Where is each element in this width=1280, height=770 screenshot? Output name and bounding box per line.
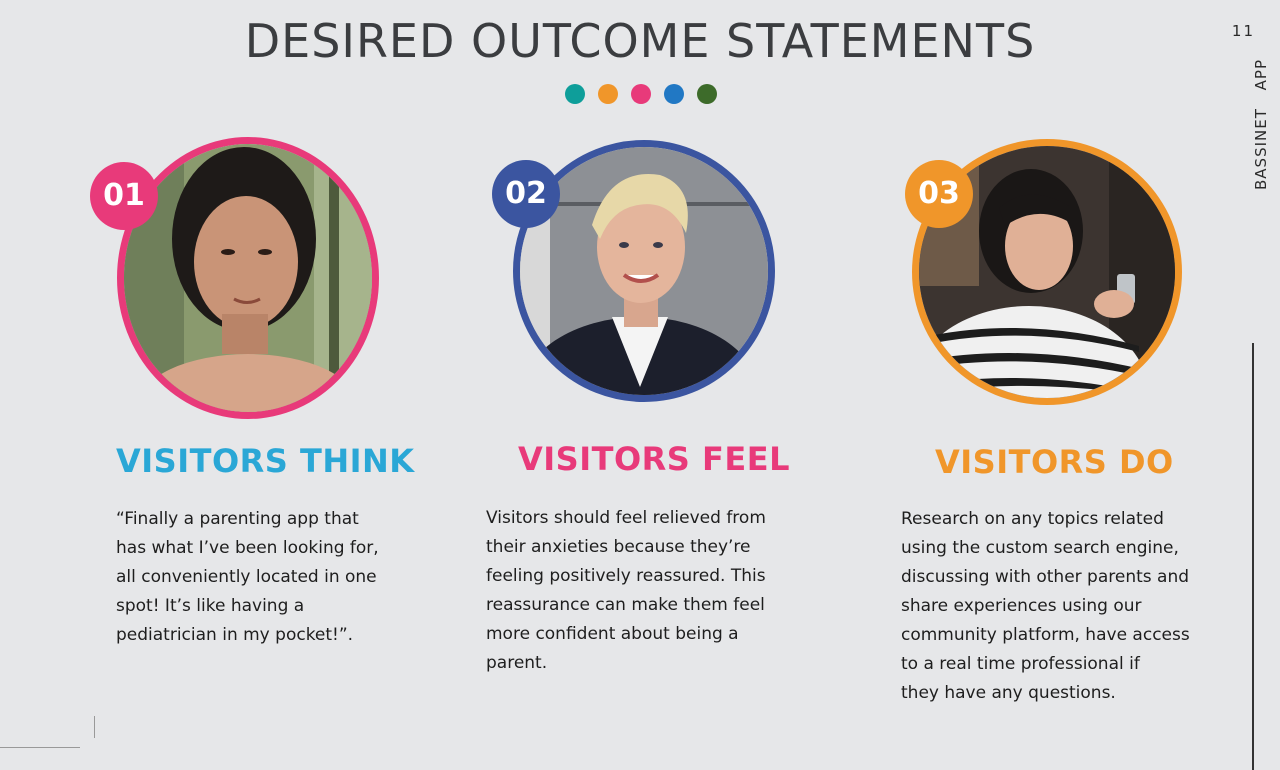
- body-line: feeling positively reassured. This: [486, 566, 766, 586]
- divider-line: [0, 747, 80, 748]
- divider-line: [94, 716, 95, 738]
- color-dot: [697, 84, 717, 104]
- page-number: 11: [1231, 22, 1255, 40]
- body-line: “Finally a parenting app that: [116, 509, 359, 529]
- card-heading-do: VISITORS DO: [935, 443, 1174, 481]
- body-line: pediatrician in my pocket!”.: [116, 625, 354, 645]
- body-line: to a real time professional if: [901, 654, 1140, 674]
- color-dot: [664, 84, 684, 104]
- color-dot: [565, 84, 585, 104]
- step-badge-03: 03: [905, 160, 973, 228]
- color-dots: [565, 84, 717, 104]
- color-dot: [598, 84, 618, 104]
- body-line: community platform, have access: [901, 625, 1190, 645]
- body-line: they have any questions.: [901, 683, 1116, 703]
- card-body-do: [901, 505, 1211, 708]
- card-heading-think: VISITORS THINK: [116, 442, 415, 480]
- body-line: their anxieties because they’re: [486, 537, 751, 557]
- divider-line: [1252, 343, 1254, 770]
- body-line: using the custom search engine,: [901, 538, 1179, 558]
- body-line: all conveniently located in one: [116, 567, 377, 587]
- color-dot: [631, 84, 651, 104]
- body-line: parent.: [486, 653, 548, 673]
- card-body-think: [116, 505, 406, 650]
- page-title: DESIRED OUTCOME STATEMENTS: [244, 14, 1036, 68]
- body-line: share experiences using our: [901, 596, 1142, 616]
- body-line: has what I’ve been looking for,: [116, 538, 379, 558]
- photo-woman-outdoors: [117, 137, 379, 419]
- step-badge-01: 01: [90, 162, 158, 230]
- card-heading-feel: VISITORS FEEL: [518, 440, 790, 478]
- body-line: Visitors should feel relieved from: [486, 508, 766, 528]
- card-body-feel: [486, 504, 786, 678]
- body-line: Research on any topics related: [901, 509, 1164, 529]
- body-line: more confident about being a: [486, 624, 739, 644]
- body-line: reassurance can make them feel: [486, 595, 765, 615]
- step-badge-02: 02: [492, 160, 560, 228]
- body-line: spot! It’s like having a: [116, 596, 305, 616]
- body-line: discussing with other parents and: [901, 567, 1190, 587]
- side-label: BASSINET APP: [1252, 59, 1270, 190]
